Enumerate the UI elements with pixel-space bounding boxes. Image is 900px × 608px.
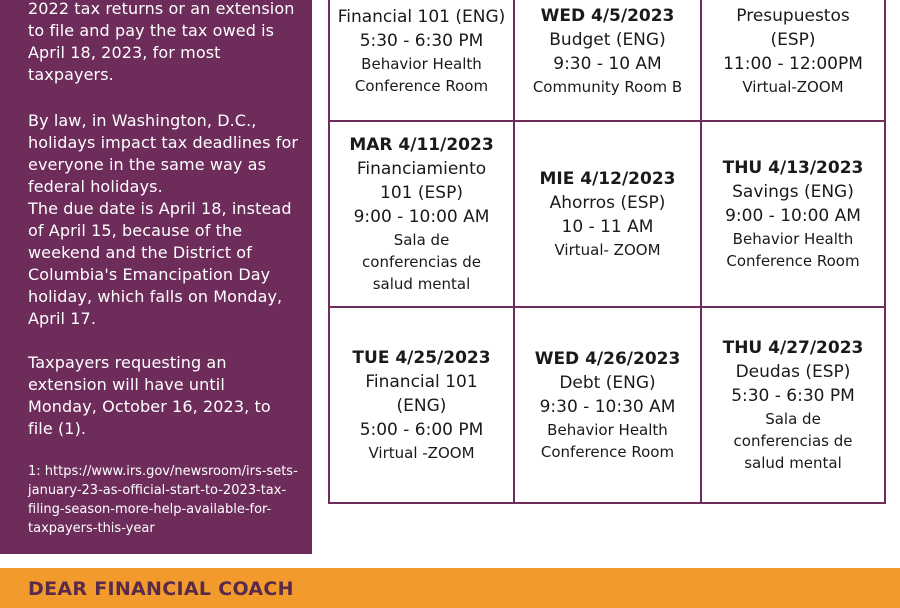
- session-title: Presupuestos (ESP): [736, 6, 850, 50]
- session-time: 11:00 - 12:00PM: [723, 54, 863, 74]
- session-title: Budget (ENG): [549, 30, 666, 50]
- session-date: MAR 4/11/2023: [349, 135, 494, 155]
- schedule-cell: [329, 121, 514, 307]
- session-location: Virtual-ZOOM: [742, 78, 844, 96]
- schedule-cell: [329, 0, 514, 121]
- session-time: 9:00 - 10:00 AM: [353, 207, 490, 227]
- session-location: Sala de conferencias de salud mental: [362, 231, 481, 293]
- irs-footnote: 1: https://www.irs.gov/newsroom/irs-sets-january-23-as-official-start-to-2023-tax-filing-season-more-help-available-for-taxpayers-this-year: [28, 464, 298, 536]
- session-location: Behavior Health Conference Room: [354, 55, 489, 95]
- session-title: Debt (ENG): [559, 373, 656, 393]
- session-location: Virtual- ZOOM: [554, 241, 661, 259]
- session-time: 9:00 - 10:00 AM: [725, 206, 861, 226]
- schedule-cell: [701, 121, 885, 307]
- session-location: Behavior Health Conference Room: [726, 230, 860, 270]
- session-date: WED 4/26/2023: [534, 349, 681, 369]
- schedule-cell: [514, 307, 701, 503]
- extension-paragraph: Taxpayers requesting an extension will have until Monday, October 16, 2023, to file (1).: [28, 353, 271, 438]
- schedule-cell: [329, 307, 514, 503]
- session-time: 10 - 11 AM: [561, 217, 654, 237]
- tax-info-sidebar: [0, 0, 312, 554]
- banner-title: DEAR FINANCIAL COACH: [28, 578, 294, 600]
- schedule-row: [329, 121, 885, 307]
- workshop-schedule-grid: [328, 0, 886, 504]
- session-date: THU 4/27/2023: [722, 338, 864, 358]
- session-title: Savings (ENG): [732, 182, 854, 202]
- session-time: 9:30 - 10 AM: [553, 54, 662, 74]
- session-time: 9:30 - 10:30 AM: [539, 397, 676, 417]
- financial-coach-banner: [0, 568, 900, 608]
- session-title: Financial 101 (ENG): [365, 372, 478, 416]
- schedule-row: [329, 0, 885, 121]
- session-location: Community Room B: [532, 78, 683, 96]
- session-title: Financiamiento 101 (ESP): [356, 159, 487, 203]
- session-location: Behavior Health Conference Room: [540, 421, 675, 461]
- schedule-cell: [514, 121, 701, 307]
- session-date: MIE 4/12/2023: [539, 169, 676, 189]
- session-date: THU 4/13/2023: [722, 158, 864, 178]
- session-time: 5:00 - 6:00 PM: [359, 420, 484, 440]
- session-time: 5:30 - 6:30 PM: [359, 31, 484, 51]
- session-date: WED 4/5/2023: [540, 6, 675, 26]
- schedule-row: [329, 307, 885, 503]
- session-title: Deudas (ESP): [735, 362, 851, 382]
- session-time: 5:30 - 6:30 PM: [731, 386, 855, 406]
- schedule-cell: [514, 0, 701, 121]
- session-title: Ahorros (ESP): [549, 193, 666, 213]
- dc-holiday-paragraph: By law, in Washington, D.C., holidays impact tax deadlines for everyone in the same way as federal holidays.: [28, 111, 299, 196]
- session-location: Virtual -ZOOM: [368, 444, 475, 462]
- tax-deadline-paragraph: 2022 tax returns or an extension to file and pay the tax owed is April 18, 2023, for most taxpayers.: [28, 0, 295, 84]
- session-date: TUE 4/25/2023: [352, 348, 491, 368]
- due-date-paragraph: The due date is April 18, instead of April 15, because of the weekend and the District of Columbia's Emancipation Day holiday, which falls on Monday, April 17.: [28, 199, 292, 328]
- session-title: Financial 101 (ENG): [337, 7, 506, 27]
- schedule-cell: [701, 0, 885, 121]
- session-location: Sala de conferencias de salud mental: [733, 410, 853, 472]
- schedule-cell: [701, 307, 885, 503]
